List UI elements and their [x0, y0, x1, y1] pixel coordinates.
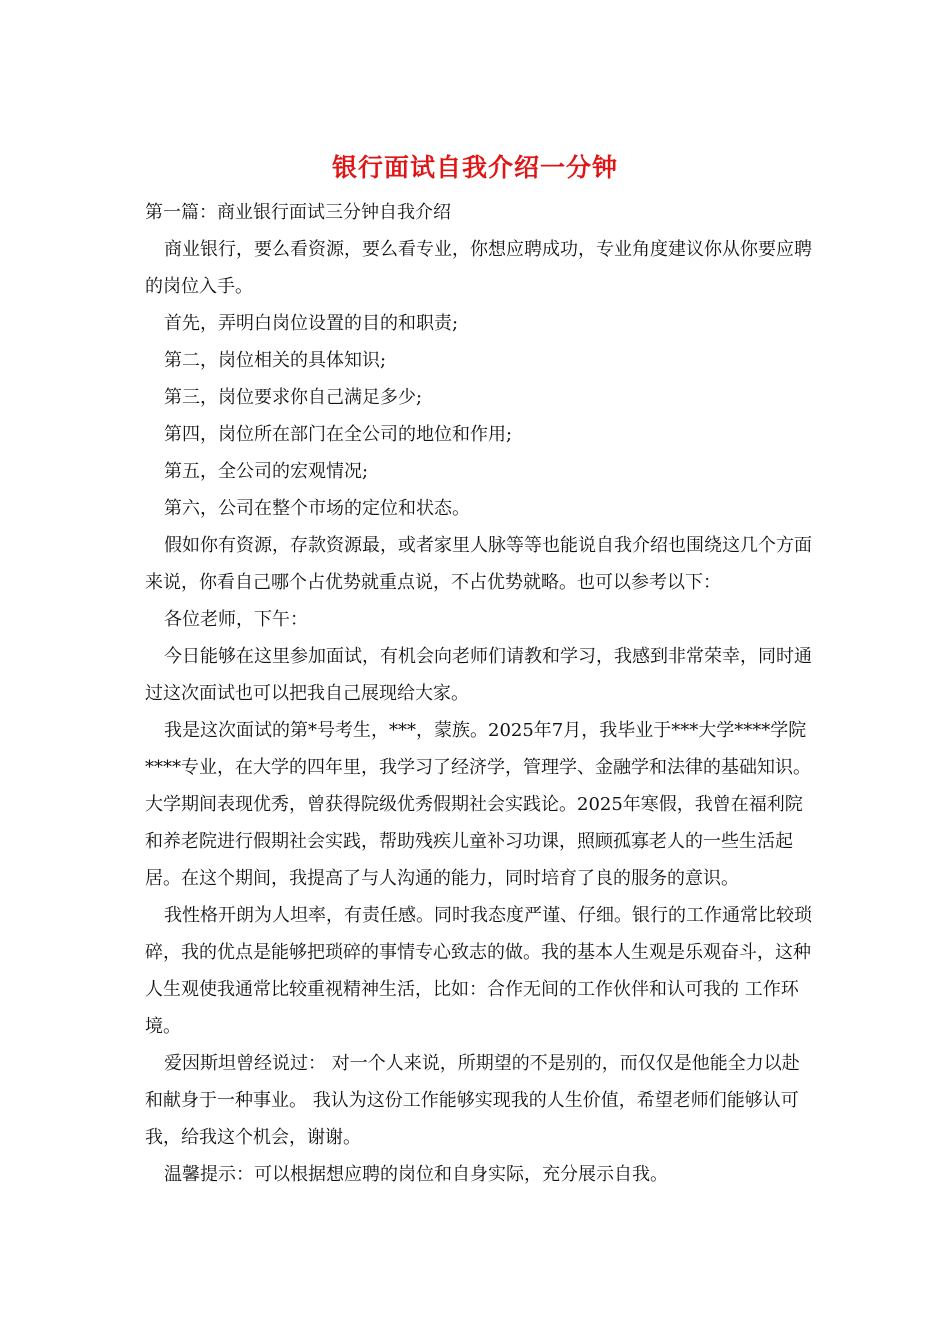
list-item-fifth: 第五，全公司的宏观情况;: [164, 461, 369, 482]
paragraph-opening: 今日能够在这里参加面试，有机会向老师们请教和学习，我感到非常荣幸，同时通过这次面试也可以把我自己展现给大家。: [145, 646, 812, 704]
paragraph-personality: 我性格开朗为人坦率，有责任感。同时我态度严谨、仔细。银行的工作通常比较琐碎，我的优点是能够把琐碎的事情专心致志的做。我的基本人生观是乐观奋斗，这种人生观使我通常比较重视精神生活，比如：合作无间的工作伙伴和认可我的 工作环境。: [145, 905, 812, 1037]
document-title: 银行面试自我介绍一分钟: [331, 153, 618, 182]
paragraph-greeting: 各位老师，下午：: [164, 609, 308, 630]
list-item-first: 首先，弄明白岗位设置的目的和职责;: [164, 313, 459, 334]
paragraph-background: 我是这次面试的第*号考生，***，蒙族。2025年7月，我毕业于***大学****学院****专业，在大学的四年里，我学习了经济学，管理学、金融学和法律的基础知识。大学期间表现优秀，曾获得院级优秀假期社会实践论。2025年寒假，我曾在福利院和养老院进行假期社会实践，帮助残疾儿童补习功课，照顾孤寡老人的一些生活起居。在这个期间，我提高了与人沟通的能力，同时培育了良的服务的意识。: [145, 720, 811, 889]
paragraph-intro: 商业银行，要么看资源，要么看专业，你想应聘成功，专业角度建议你从你要应聘的岗位入手。: [145, 239, 812, 297]
list-item-sixth: 第六，公司在整个市场的定位和状态。: [164, 498, 470, 519]
paragraph-resources: 假如你有资源，存款资源最，或者家里人脉等等也能说自我介绍也围绕这几个方面来说，你看自己哪个占优势就重点说，不占优势就略。也可以参考以下：: [145, 535, 812, 593]
list-item-second: 第二，岗位相关的具体知识;: [164, 350, 387, 371]
document-body: [145, 194, 813, 1193]
paragraph-tip: 温馨提示：可以根据想应聘的岗位和自身实际，充分展示自我。: [164, 1164, 668, 1185]
list-item-third: 第三，岗位要求你自己满足多少;: [164, 387, 423, 408]
list-item-fourth: 第四，岗位所在部门在全公司的地位和作用;: [164, 424, 513, 445]
paragraph-closing: 爱因斯坦曾经说过： 对一个人来说，所期望的不是别的，而仅仅是他能全力以赴和献身于一种事业。 我认为这份工作能够实现我的人生价值，希望老师们能够认可我，给我这个机会，谢谢。: [145, 1053, 800, 1148]
section-heading: 第一篇：商业银行面试三分钟自我介绍: [145, 202, 451, 223]
